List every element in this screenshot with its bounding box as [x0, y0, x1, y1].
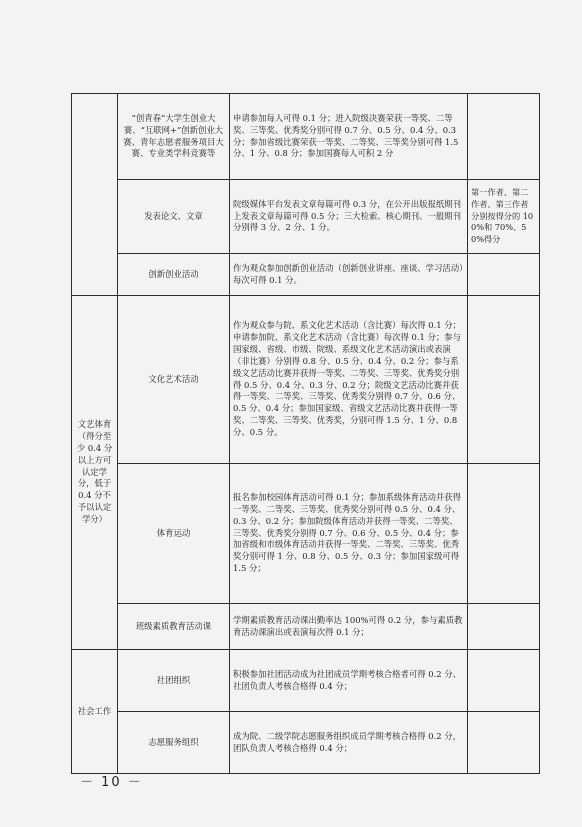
page-number: － 10 － [80, 775, 143, 790]
category-cell-innovation [72, 94, 118, 296]
item-cell: 发表论文、文章 [118, 180, 230, 254]
table-row [72, 254, 540, 296]
note-cell [468, 94, 540, 180]
table-row [72, 296, 540, 464]
note-cell [468, 464, 540, 604]
note-cell [468, 712, 540, 774]
table-row [72, 94, 540, 180]
rule-cell: 院级媒体平台发表文章每篇可得 0.3 分，在公开出版报纸期刊上发表文章每篇可得 0.5 分；三大检索、核心期刊、一般期刊分别得 3 分、2 分、1 分。 [230, 180, 468, 254]
note-cell [468, 254, 540, 296]
table-row [72, 712, 540, 774]
item-cell: “创青春”大学生创业大赛、“互联网+”创新创业大赛、青年志愿者服务项目大赛、专业类学科竞赛等 [118, 94, 230, 180]
note-cell [468, 604, 540, 650]
item-cell: 志愿服务组织 [118, 712, 230, 774]
note-cell [468, 296, 540, 464]
item-cell: 班级素质教育活动课 [118, 604, 230, 650]
item-cell: 创新创业活动 [118, 254, 230, 296]
rule-cell: 作为观众参与院、系文化艺术活动（含比赛）每次得 0.1 分；申请参加院、系文化艺术活动（含比赛）每次得 0.1 分；参与国家级、省级、市级、院级、系级文化艺术活动演出或表演（非比赛）分别得 0.8 分、0.5 分、0.4 分、0.2 分；参与系级文艺活动比赛并获得一等奖、二等奖、三等奖、优秀奖分别得 0.5 分、0.4 分、0.3 分、0.2 分；院级文艺活动比赛并获得一等奖、二等奖、三等奖、优秀奖分别得 0.7 分、0.6 分、0.5 分、0.4 分；参加国家级、省级文艺活动比赛并获得一等奖、二等奖、三等奖、优秀奖，分别可得 1.5 分、1 分、0.8 分、0.5 分。 [230, 296, 468, 464]
table-row [72, 180, 540, 254]
rule-cell: 作为观众参加创新创业活动（创新创业讲座、座谈、学习活动）每次可得 0.1 分。 [230, 254, 468, 296]
table-row [72, 604, 540, 650]
note-cell: 第一作者、第二作者、第三作者分别按得分的 100%和 70%、50%得分 [468, 180, 540, 254]
category-cell-arts-sports: 文艺体育（得分至少 0.4 分以上方可认定学分，低于 0.4 分不予以认定学分） [72, 296, 118, 650]
table-row [72, 650, 540, 712]
rule-cell: 成为院、二级学院志愿服务组织成员学期考核合格得 0.2 分，团队负责人考核合格得 0.4 分； [230, 712, 468, 774]
rule-cell: 学期素质教育活动课出勤率达 100%可得 0.2 分，参与素质教育活动课演出或表演每次得 0.1 分； [230, 604, 468, 650]
rule-cell: 申请参加每人可得 0.1 分；进入院级决赛荣获一等奖、二等奖、三等奖、优秀奖分别可得 0.7 分、0.5 分、0.4 分、0.3 分；参加省级比赛荣获一等奖、二等奖、三等奖分别可得 1.5 分、1 分、0.8 分；参加国赛每人可积 2 分 [230, 94, 468, 180]
rule-cell: 积极参加社团活动成为社团成员学期考核合格者可得 0.2 分、社团负责人考核合格得 0.4 分； [230, 650, 468, 712]
category-cell-social-work: 社会工作 [72, 650, 118, 774]
item-cell: 文化艺术活动 [118, 296, 230, 464]
table-row [72, 464, 540, 604]
item-cell: 体育运动 [118, 464, 230, 604]
note-cell [468, 650, 540, 712]
scoring-table [71, 93, 540, 774]
item-cell: 社团组织 [118, 650, 230, 712]
rule-cell: 报名参加校园体育活动可得 0.1 分；参加系级体育活动并获得一等奖、二等奖、三等奖、优秀奖分别可得 0.5 分、0.4 分、0.3 分、0.2 分；参加院级体育活动并获得一等奖、二等奖、三等奖、优秀奖分别得 0.7 分、0.6 分、0.5 分、0.4 分；参加省级和市级体育活动并获得一等奖、二等奖、三等奖、优秀奖分别可得 1 分、0.8 分、0.5 分、0.3 分；参加国家级可得 1.5 分； [230, 464, 468, 604]
